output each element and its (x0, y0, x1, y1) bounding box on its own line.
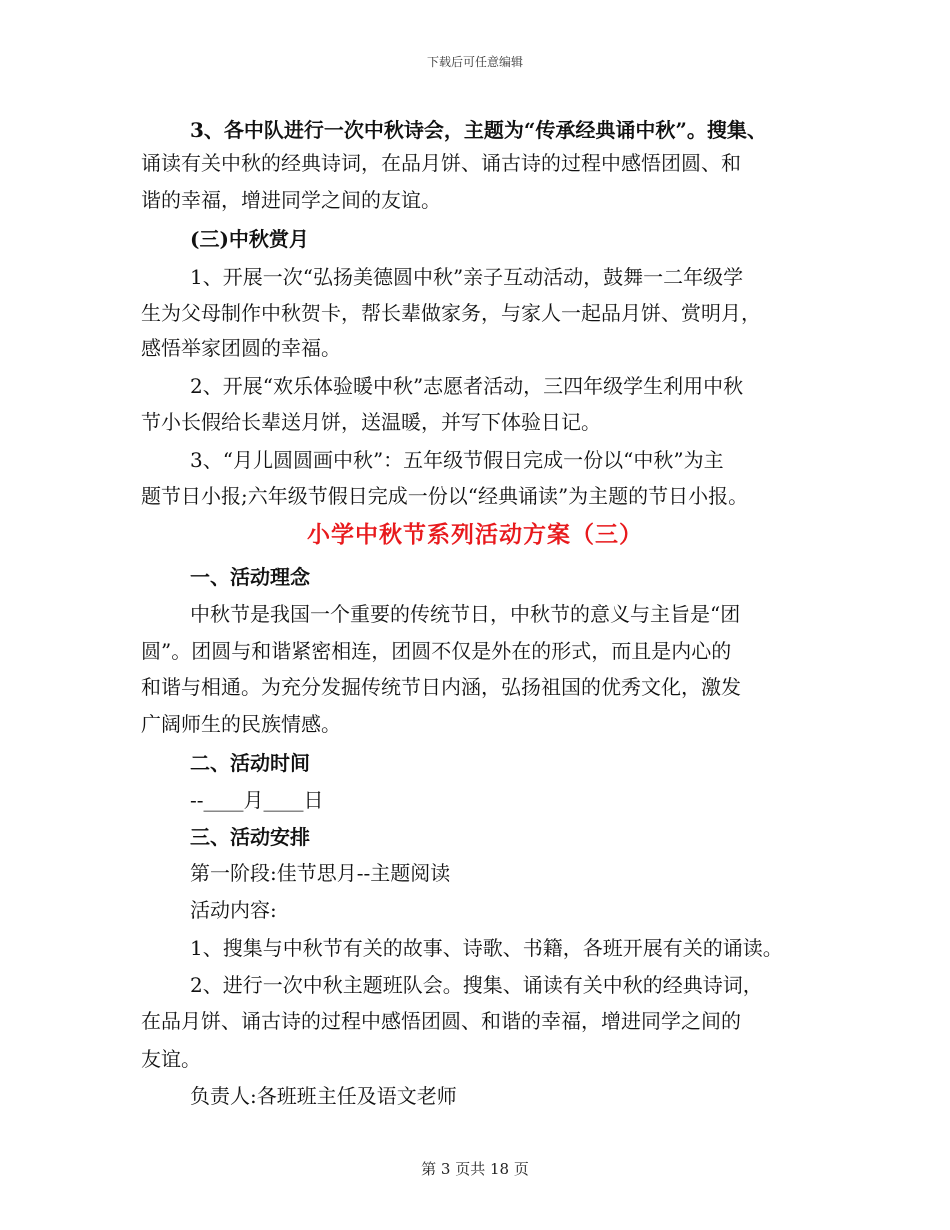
heading-arrangement: 三、活动安排 (190, 825, 310, 849)
paragraph-line: 负责人:各班班主任及语文老师 (190, 1084, 457, 1108)
paragraph-line: 在品月饼、诵古诗的过程中感悟团圆、和谐的幸福，增进同学之间的 (141, 1009, 741, 1033)
paragraph-line: 题节日小报;六年级节假日完成一份以“经典诵读”为主题的节日小报。 (141, 484, 749, 508)
heading-time: 二、活动时间 (190, 751, 310, 775)
paragraph-line: 1、搜集与中秋节有关的故事、诗歌、书籍，各班开展有关的诵读。 (190, 936, 783, 960)
date-line: --____月____日 (190, 788, 324, 812)
paragraph-line: 第一阶段:佳节思月--主题阅读 (190, 861, 451, 885)
paragraph-line: 诵读有关中秋的经典诗词，在品月饼、诵古诗的过程中感悟团圆、和 (141, 151, 741, 175)
paragraph-line: 2、进行一次中秋主题班队会。搜集、诵读有关中秋的经典诗词， (190, 973, 763, 997)
page-footer-number: 第 3 页共 18 页 (421, 1160, 529, 1178)
paragraph-line: 友谊。 (141, 1047, 201, 1071)
paragraph-line: 3、“月儿圆圆画中秋”：五年级节假日完成一份以“中秋”为主 (190, 448, 724, 472)
paragraph-line: 1、开展一次“弘扬美德圆中秋”亲子互动活动，鼓舞一二年级学 (190, 265, 744, 289)
subsection-heading: (三)中秋赏月 (190, 227, 309, 251)
paragraph-line: 中秋节是我国一个重要的传统节日，中秋节的意义与主旨是“团 (190, 602, 741, 626)
paragraph-line: 节小长假给长辈送月饼，送温暖，并写下体验日记。 (141, 410, 601, 434)
paragraph-line: 感悟举家团圆的幸福。 (141, 336, 341, 360)
section-title: 小学中秋节系列活动方案（三） (307, 521, 643, 548)
paragraph-line: 2、开展“欢乐体验暖中秋”志愿者活动，三四年级学生利用中秋 (190, 374, 744, 398)
paragraph-line: 活动内容: (190, 898, 277, 922)
paragraph-line: 3、各中队进行一次中秋诗会，主题为“传承经典诵中秋”。搜集、 (190, 118, 767, 142)
paragraph-line: 广阔师生的民族情感。 (141, 712, 341, 736)
paragraph-line: 谐的幸福，增进同学之间的友谊。 (141, 188, 441, 212)
page-header-note: 下载后可任意编辑 (426, 55, 523, 69)
paragraph-line: 和谐与相通。为充分发掘传统节日内涵，弘扬祖国的优秀文化，激发 (141, 675, 741, 699)
paragraph-line: 生为父母制作中秋贺卡，帮长辈做家务，与家人一起品月饼、赏明月， (141, 301, 761, 325)
heading-concept: 一、活动理念 (190, 565, 310, 589)
paragraph-line: 圆”。团圆与和谐紧密相连，团圆不仅是外在的形式，而且是内心的 (141, 639, 732, 663)
